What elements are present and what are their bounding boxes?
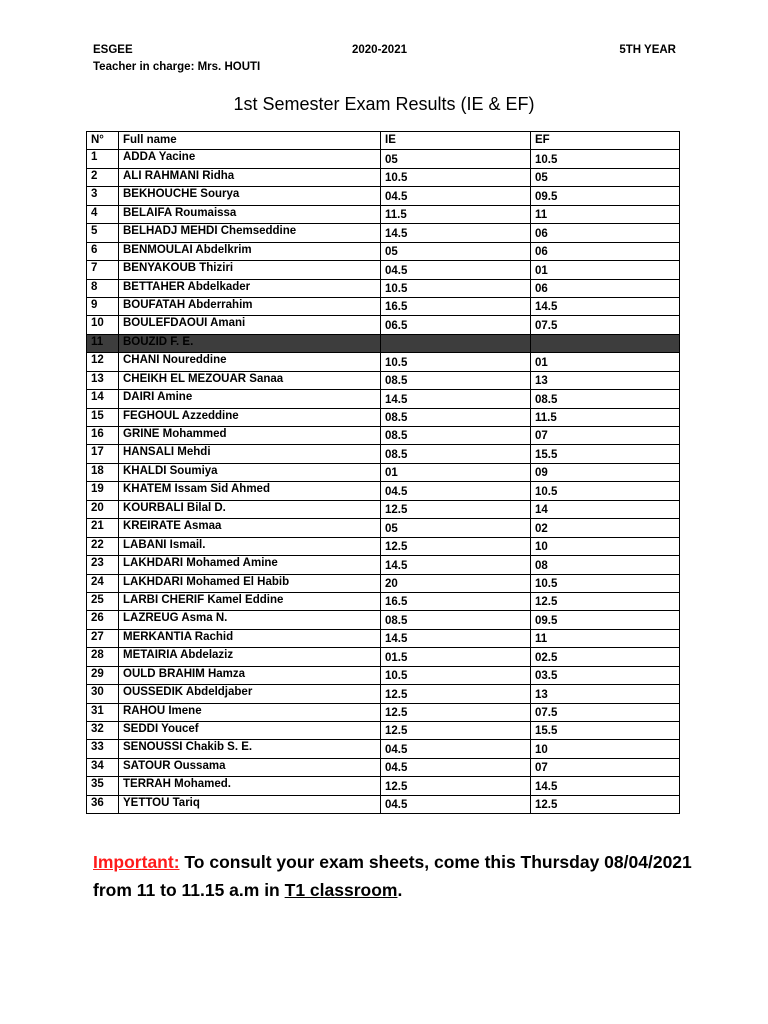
student-name: OULD BRAHIM Hamza (119, 666, 381, 684)
student-name: OUSSEDIK Abdeldjaber (119, 685, 381, 703)
table-row (87, 463, 680, 481)
results-table (86, 131, 680, 814)
table-row (87, 205, 680, 223)
table-row (87, 168, 680, 186)
ef-score: 10.5 (531, 150, 680, 168)
row-number: 20 (87, 500, 119, 518)
important-label: Important: (93, 852, 180, 872)
ef-score: 11 (531, 629, 680, 647)
row-number: 21 (87, 519, 119, 537)
row-number: 27 (87, 629, 119, 647)
ef-score: 10 (531, 537, 680, 555)
table-row (87, 740, 680, 758)
student-name: CHEIKH EL MEZOUAR Sanaa (119, 371, 381, 389)
student-name: BELAIFA Roumaissa (119, 205, 381, 223)
table-row (87, 390, 680, 408)
ef-score: 14.5 (531, 777, 680, 795)
table-row (87, 500, 680, 518)
student-name: KHALDI Soumiya (119, 463, 381, 481)
student-name: HANSALI Mehdi (119, 445, 381, 463)
student-name: TERRAH Mohamed. (119, 777, 381, 795)
ie-score: 14.5 (381, 224, 531, 242)
student-name: KOURBALI Bilal D. (119, 500, 381, 518)
ef-score: 10.5 (531, 574, 680, 592)
ef-score: 09.5 (531, 611, 680, 629)
ie-score (381, 334, 531, 352)
student-name: LAZREUG Asma N. (119, 611, 381, 629)
ef-score: 13 (531, 371, 680, 389)
row-number: 31 (87, 703, 119, 721)
row-number: 10 (87, 316, 119, 334)
ie-score: 08.5 (381, 445, 531, 463)
row-number: 18 (87, 463, 119, 481)
ie-score: 14.5 (381, 556, 531, 574)
ie-score: 01 (381, 463, 531, 481)
row-number: 16 (87, 427, 119, 445)
table-row (87, 648, 680, 666)
ie-score: 05 (381, 242, 531, 260)
table-row (87, 666, 680, 684)
ef-score: 05 (531, 168, 680, 186)
table-row (87, 353, 680, 371)
row-number: 7 (87, 261, 119, 279)
column-header-number: N° (87, 132, 119, 150)
ie-score: 04.5 (381, 482, 531, 500)
row-number: 35 (87, 777, 119, 795)
table-row (87, 703, 680, 721)
ef-score: 06 (531, 242, 680, 260)
student-name: BENYAKOUB Thiziri (119, 261, 381, 279)
ef-score: 01 (531, 353, 680, 371)
row-number: 36 (87, 795, 119, 813)
table-row (87, 592, 680, 610)
ef-score: 11 (531, 205, 680, 223)
notice-end: . (397, 880, 403, 900)
table-row (87, 242, 680, 260)
row-number: 32 (87, 722, 119, 740)
ie-score: 12.5 (381, 685, 531, 703)
table-row (87, 279, 680, 297)
student-name: LABANI Ismail. (119, 537, 381, 555)
student-name: METAIRIA Abdelaziz (119, 648, 381, 666)
table-row (87, 482, 680, 500)
ef-score: 02.5 (531, 648, 680, 666)
ef-score: 15.5 (531, 722, 680, 740)
table-row (87, 445, 680, 463)
ie-score: 10.5 (381, 279, 531, 297)
ef-score: 08 (531, 556, 680, 574)
ef-score: 14 (531, 500, 680, 518)
student-name: BELHADJ MEHDI Chemseddine (119, 224, 381, 242)
student-name: DAIRI Amine (119, 390, 381, 408)
table-row (87, 795, 680, 813)
ie-score: 04.5 (381, 758, 531, 776)
row-number: 14 (87, 390, 119, 408)
ie-score: 05 (381, 150, 531, 168)
student-name: BOUFATAH Abderrahim (119, 297, 381, 315)
ef-score: 11.5 (531, 408, 680, 426)
ef-score: 06 (531, 279, 680, 297)
row-number: 19 (87, 482, 119, 500)
student-name: CHANI Noureddine (119, 353, 381, 371)
row-number: 22 (87, 537, 119, 555)
study-level: 5TH YEAR (619, 44, 676, 56)
table-row (87, 519, 680, 537)
table-row (87, 574, 680, 592)
ef-score: 12.5 (531, 592, 680, 610)
student-name: BEKHOUCHE Sourya (119, 187, 381, 205)
ie-score: 12.5 (381, 500, 531, 518)
row-number: 25 (87, 592, 119, 610)
ef-score: 13 (531, 685, 680, 703)
row-number: 30 (87, 685, 119, 703)
row-number: 26 (87, 611, 119, 629)
table-row (87, 187, 680, 205)
ie-score: 01.5 (381, 648, 531, 666)
row-number: 4 (87, 205, 119, 223)
row-number: 24 (87, 574, 119, 592)
student-name: FEGHOUL Azzeddine (119, 408, 381, 426)
table-row (87, 722, 680, 740)
table-row (87, 629, 680, 647)
ef-score: 14.5 (531, 297, 680, 315)
student-name: LARBI CHERIF Kamel Eddine (119, 592, 381, 610)
ie-score: 11.5 (381, 205, 531, 223)
classroom-name: T1 classroom (284, 880, 398, 900)
column-header-full-name: Full name (119, 132, 381, 150)
document-title: 1st Semester Exam Results (IE & EF) (233, 94, 535, 114)
table-row (87, 758, 680, 776)
table-row (87, 777, 680, 795)
row-number: 28 (87, 648, 119, 666)
teacher-in-charge: Teacher in charge: Mrs. HOUTI (93, 61, 261, 73)
ef-score: 07.5 (531, 703, 680, 721)
row-number: 17 (87, 445, 119, 463)
row-number: 12 (87, 353, 119, 371)
ie-score: 04.5 (381, 795, 531, 813)
academic-year: 2020-2021 (352, 44, 407, 56)
row-number: 23 (87, 556, 119, 574)
ie-score: 08.5 (381, 427, 531, 445)
ef-score: 02 (531, 519, 680, 537)
student-name: YETTOU Tariq (119, 795, 381, 813)
ie-score: 10.5 (381, 168, 531, 186)
student-name: BOULEFDAOUI Amani (119, 316, 381, 334)
ef-score (531, 334, 680, 352)
student-name: ALI RAHMANI Ridha (119, 168, 381, 186)
ie-score: 16.5 (381, 592, 531, 610)
student-name: LAKHDARI Mohamed El Habib (119, 574, 381, 592)
table-row (87, 224, 680, 242)
ie-score: 12.5 (381, 703, 531, 721)
ef-score: 12.5 (531, 795, 680, 813)
ef-score: 07.5 (531, 316, 680, 334)
table-row (87, 371, 680, 389)
ef-score: 06 (531, 224, 680, 242)
row-number: 29 (87, 666, 119, 684)
table-row (87, 261, 680, 279)
row-number: 3 (87, 187, 119, 205)
table-row (87, 556, 680, 574)
ef-score: 09.5 (531, 187, 680, 205)
student-name: SENOUSSI Chakib S. E. (119, 740, 381, 758)
row-number: 33 (87, 740, 119, 758)
student-name: RAHOU Imene (119, 703, 381, 721)
notice (93, 848, 713, 904)
row-number: 5 (87, 224, 119, 242)
ie-score: 08.5 (381, 611, 531, 629)
table-row (87, 316, 680, 334)
ie-score: 10.5 (381, 666, 531, 684)
ef-score: 07 (531, 758, 680, 776)
student-name: LAKHDARI Mohamed Amine (119, 556, 381, 574)
student-name: BOUZID F. E. (119, 334, 381, 352)
ie-score: 12.5 (381, 537, 531, 555)
ie-score: 05 (381, 519, 531, 537)
ef-score: 03.5 (531, 666, 680, 684)
table-row (87, 611, 680, 629)
student-name: KREIRATE Asmaa (119, 519, 381, 537)
ie-score: 08.5 (381, 371, 531, 389)
row-number: 34 (87, 758, 119, 776)
table-row (87, 427, 680, 445)
ie-score: 14.5 (381, 629, 531, 647)
ie-score: 12.5 (381, 722, 531, 740)
ie-score: 16.5 (381, 297, 531, 315)
student-name: KHATEM Issam Sid Ahmed (119, 482, 381, 500)
ef-score: 08.5 (531, 390, 680, 408)
student-name: SEDDI Youcef (119, 722, 381, 740)
ef-score: 07 (531, 427, 680, 445)
row-number: 11 (87, 334, 119, 352)
row-number: 13 (87, 371, 119, 389)
row-number: 2 (87, 168, 119, 186)
column-header-ie: IE (381, 132, 531, 150)
ie-score: 08.5 (381, 408, 531, 426)
ef-score: 10.5 (531, 482, 680, 500)
row-number: 15 (87, 408, 119, 426)
row-number: 8 (87, 279, 119, 297)
ie-score: 04.5 (381, 740, 531, 758)
ie-score: 04.5 (381, 187, 531, 205)
table-row (87, 297, 680, 315)
table-row (87, 334, 680, 352)
ef-score: 09 (531, 463, 680, 481)
student-name: MERKANTIA Rachid (119, 629, 381, 647)
ie-score: 10.5 (381, 353, 531, 371)
results-body (87, 150, 680, 814)
table-header-row (87, 132, 680, 150)
ie-score: 06.5 (381, 316, 531, 334)
table-row (87, 685, 680, 703)
ie-score: 20 (381, 574, 531, 592)
ie-score: 14.5 (381, 390, 531, 408)
ef-score: 01 (531, 261, 680, 279)
row-number: 9 (87, 297, 119, 315)
table-row (87, 537, 680, 555)
ie-score: 12.5 (381, 777, 531, 795)
student-name: GRINE Mohammed (119, 427, 381, 445)
ef-score: 10 (531, 740, 680, 758)
student-name: BENMOULAI Abdelkrim (119, 242, 381, 260)
table-row (87, 408, 680, 426)
row-number: 6 (87, 242, 119, 260)
student-name: ADDA Yacine (119, 150, 381, 168)
table-row (87, 150, 680, 168)
ef-score: 15.5 (531, 445, 680, 463)
student-name: SATOUR Oussama (119, 758, 381, 776)
ie-score: 04.5 (381, 261, 531, 279)
student-name: BETTAHER Abdelkader (119, 279, 381, 297)
notice-text: To consult your exam sheets, come this Thursday 08/04/2021 from 11 to 11.15 a.m in (93, 852, 692, 900)
row-number: 1 (87, 150, 119, 168)
column-header-ef: EF (531, 132, 680, 150)
school-name: ESGEE (93, 44, 133, 56)
